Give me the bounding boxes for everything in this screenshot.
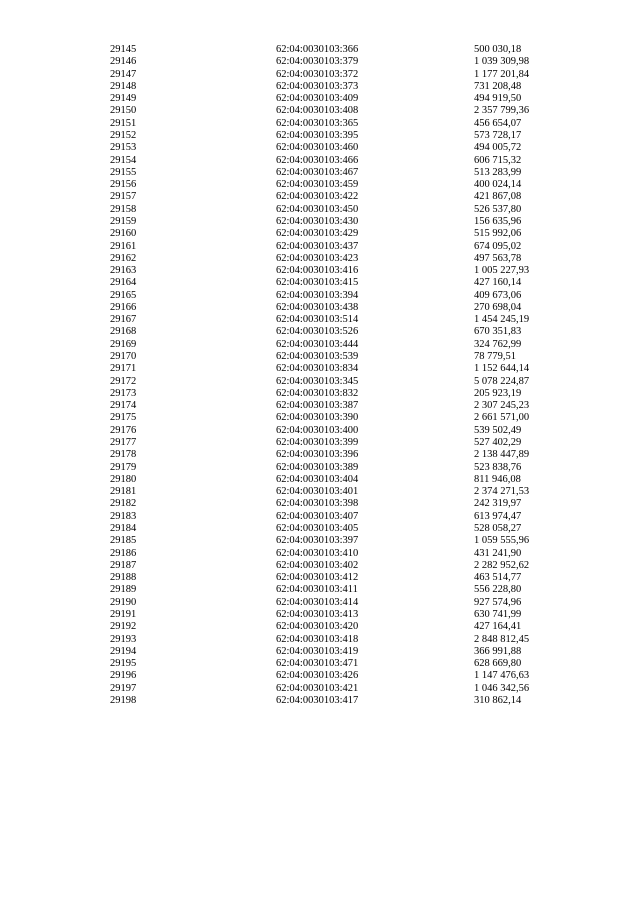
row-number: 29162 <box>110 252 137 264</box>
row-number: 29161 <box>110 240 137 252</box>
amount-value: 427 164,41 <box>474 621 522 633</box>
table-row <box>0 609 640 621</box>
amount-value: 515 992,06 <box>474 228 522 240</box>
amount-value: 400 024,14 <box>474 179 522 191</box>
amount-value: 2 282 952,62 <box>474 559 530 571</box>
amount-value: 2 661 571,00 <box>474 412 530 424</box>
row-number: 29159 <box>110 215 137 227</box>
table-row <box>0 339 640 351</box>
cadastral-number: 62:04:0030103:373 <box>276 80 359 92</box>
table-row <box>0 142 640 154</box>
table-row <box>0 376 640 388</box>
amount-value: 573 728,17 <box>474 129 522 141</box>
amount-value: 366 991,88 <box>474 645 522 657</box>
table-row <box>0 474 640 486</box>
row-number: 29164 <box>110 277 137 289</box>
row-number: 29173 <box>110 387 137 399</box>
cadastral-number: 62:04:0030103:514 <box>276 314 359 326</box>
cadastral-number: 62:04:0030103:460 <box>276 142 359 154</box>
amount-value: 427 160,14 <box>474 277 522 289</box>
amount-value: 2 357 799,36 <box>474 105 530 117</box>
cadastral-number: 62:04:0030103:379 <box>276 56 359 68</box>
cadastral-number: 62:04:0030103:416 <box>276 265 359 277</box>
cadastral-number: 62:04:0030103:414 <box>276 596 359 608</box>
row-number: 29175 <box>110 412 137 424</box>
cadastral-number: 62:04:0030103:345 <box>276 375 359 387</box>
row-number: 29194 <box>110 645 137 657</box>
table-row <box>0 265 640 277</box>
amount-value: 409 673,06 <box>474 289 522 301</box>
table-row <box>0 646 640 658</box>
amount-value: 613 974,47 <box>474 510 522 522</box>
amount-value: 528 058,27 <box>474 522 522 534</box>
amount-value: 2 848 812,45 <box>474 633 530 645</box>
amount-value: 1 152 644,14 <box>474 363 530 375</box>
amount-value: 606 715,32 <box>474 154 522 166</box>
table-row <box>0 634 640 646</box>
table-row <box>0 93 640 105</box>
table-row <box>0 584 640 596</box>
row-number: 29180 <box>110 473 137 485</box>
row-number: 29196 <box>110 670 137 682</box>
cadastral-number: 62:04:0030103:397 <box>276 535 359 547</box>
cadastral-number: 62:04:0030103:389 <box>276 461 359 473</box>
table-row <box>0 302 640 314</box>
document-table <box>0 44 640 707</box>
table-row <box>0 179 640 191</box>
amount-value: 421 867,08 <box>474 191 522 203</box>
row-number: 29169 <box>110 338 137 350</box>
row-number: 29151 <box>110 117 137 129</box>
table-row <box>0 44 640 56</box>
cadastral-number: 62:04:0030103:832 <box>276 387 359 399</box>
amount-value: 556 228,80 <box>474 584 522 596</box>
table-row <box>0 572 640 584</box>
table-row <box>0 191 640 203</box>
amount-value: 500 030,18 <box>474 44 522 55</box>
amount-value: 494 919,50 <box>474 93 522 105</box>
row-number: 29158 <box>110 203 137 215</box>
table-row <box>0 105 640 117</box>
cadastral-number: 62:04:0030103:526 <box>276 326 359 338</box>
amount-value: 523 838,76 <box>474 461 522 473</box>
amount-value: 1 059 555,96 <box>474 535 530 547</box>
table-row <box>0 511 640 523</box>
amount-value: 1 039 309,98 <box>474 56 530 68</box>
amount-value: 1 454 245,19 <box>474 314 530 326</box>
row-number: 29181 <box>110 486 137 498</box>
row-number: 29190 <box>110 596 137 608</box>
table-row <box>0 69 640 81</box>
row-number: 29149 <box>110 93 137 105</box>
cadastral-number: 62:04:0030103:426 <box>276 670 359 682</box>
row-number: 29160 <box>110 228 137 240</box>
cadastral-number: 62:04:0030103:407 <box>276 510 359 522</box>
table-row <box>0 204 640 216</box>
amount-value: 628 669,80 <box>474 658 522 670</box>
amount-value: 78 779,51 <box>474 351 516 363</box>
row-number: 29147 <box>110 68 137 80</box>
cadastral-number: 62:04:0030103:408 <box>276 105 359 117</box>
cadastral-number: 62:04:0030103:419 <box>276 645 359 657</box>
cadastral-number: 62:04:0030103:467 <box>276 166 359 178</box>
table-row <box>0 437 640 449</box>
amount-value: 156 635,96 <box>474 215 522 227</box>
table-row <box>0 498 640 510</box>
cadastral-number: 62:04:0030103:394 <box>276 289 359 301</box>
amount-value: 674 095,02 <box>474 240 522 252</box>
amount-value: 242 319,97 <box>474 498 522 510</box>
amount-value: 463 514,77 <box>474 572 522 584</box>
amount-value: 731 208,48 <box>474 80 522 92</box>
table-row <box>0 449 640 461</box>
table-row <box>0 658 640 670</box>
table-row <box>0 400 640 412</box>
table-row <box>0 683 640 695</box>
cadastral-number: 62:04:0030103:415 <box>276 277 359 289</box>
cadastral-number: 62:04:0030103:405 <box>276 522 359 534</box>
cadastral-number: 62:04:0030103:400 <box>276 424 359 436</box>
row-number: 29148 <box>110 80 137 92</box>
amount-value: 1 177 201,84 <box>474 68 530 80</box>
amount-value: 431 241,90 <box>474 547 522 559</box>
table-row <box>0 523 640 535</box>
row-number: 29166 <box>110 301 137 313</box>
cadastral-number: 62:04:0030103:834 <box>276 363 359 375</box>
table-row <box>0 241 640 253</box>
table-row <box>0 548 640 560</box>
cadastral-number: 62:04:0030103:411 <box>276 584 358 596</box>
amount-value: 205 923,19 <box>474 387 522 399</box>
row-number: 29187 <box>110 559 137 571</box>
row-number: 29184 <box>110 522 137 534</box>
amount-value: 630 741,99 <box>474 608 522 620</box>
table-row <box>0 228 640 240</box>
row-number: 29189 <box>110 584 137 596</box>
amount-value: 539 502,49 <box>474 424 522 436</box>
row-number: 29157 <box>110 191 137 203</box>
cadastral-number: 62:04:0030103:429 <box>276 228 359 240</box>
row-number: 29188 <box>110 572 137 584</box>
row-number: 29146 <box>110 56 137 68</box>
row-number: 29171 <box>110 363 137 375</box>
row-number: 29168 <box>110 326 137 338</box>
amount-value: 670 351,83 <box>474 326 522 338</box>
amount-value: 1 005 227,93 <box>474 265 530 277</box>
cadastral-number: 62:04:0030103:365 <box>276 117 359 129</box>
amount-value: 513 283,99 <box>474 166 522 178</box>
row-number: 29176 <box>110 424 137 436</box>
row-number: 29150 <box>110 105 137 117</box>
row-number: 29193 <box>110 633 137 645</box>
table-row <box>0 351 640 363</box>
cadastral-number: 62:04:0030103:372 <box>276 68 359 80</box>
row-number: 29155 <box>110 166 137 178</box>
table-row <box>0 56 640 68</box>
row-number: 29186 <box>110 547 137 559</box>
amount-value: 811 946,08 <box>474 473 521 485</box>
cadastral-number: 62:04:0030103:404 <box>276 473 359 485</box>
cadastral-number: 62:04:0030103:420 <box>276 621 359 633</box>
table-row <box>0 560 640 572</box>
cadastral-number: 62:04:0030103:409 <box>276 93 359 105</box>
cadastral-number: 62:04:0030103:390 <box>276 412 359 424</box>
table-row <box>0 130 640 142</box>
amount-value: 1 046 342,56 <box>474 682 530 694</box>
table-row <box>0 253 640 265</box>
table-row <box>0 486 640 498</box>
row-number: 29178 <box>110 449 137 461</box>
row-number: 29174 <box>110 400 137 412</box>
cadastral-number: 62:04:0030103:396 <box>276 449 359 461</box>
amount-value: 270 698,04 <box>474 301 522 313</box>
table-row <box>0 388 640 400</box>
row-number: 29197 <box>110 682 137 694</box>
cadastral-number: 62:04:0030103:421 <box>276 682 359 694</box>
cadastral-number: 62:04:0030103:466 <box>276 154 359 166</box>
cadastral-number: 62:04:0030103:418 <box>276 633 359 645</box>
cadastral-number: 62:04:0030103:410 <box>276 547 359 559</box>
cadastral-number: 62:04:0030103:450 <box>276 203 359 215</box>
cadastral-number: 62:04:0030103:395 <box>276 129 359 141</box>
cadastral-number: 62:04:0030103:444 <box>276 338 359 350</box>
row-number: 29195 <box>110 658 137 670</box>
amount-value: 5 078 224,87 <box>474 375 530 387</box>
table-row <box>0 425 640 437</box>
cadastral-number: 62:04:0030103:539 <box>276 351 359 363</box>
table-row <box>0 670 640 682</box>
table-row <box>0 216 640 228</box>
row-number: 29153 <box>110 142 137 154</box>
table-row <box>0 363 640 375</box>
cadastral-number: 62:04:0030103:430 <box>276 215 359 227</box>
cadastral-number: 62:04:0030103:423 <box>276 252 359 264</box>
amount-value: 310 862,14 <box>474 694 522 706</box>
table-row <box>0 621 640 633</box>
amount-value: 2 138 447,89 <box>474 449 530 461</box>
table-row <box>0 695 640 707</box>
cadastral-number: 62:04:0030103:438 <box>276 301 359 313</box>
amount-value: 2 374 271,53 <box>474 486 530 498</box>
amount-value: 526 537,80 <box>474 203 522 215</box>
table-row <box>0 597 640 609</box>
amount-value: 927 574,96 <box>474 596 522 608</box>
table-row <box>0 118 640 130</box>
cadastral-number: 62:04:0030103:413 <box>276 608 359 620</box>
amount-value: 527 402,29 <box>474 437 522 448</box>
cadastral-number: 62:04:0030103:398 <box>276 498 359 510</box>
amount-value: 497 563,78 <box>474 252 522 264</box>
cadastral-number: 62:04:0030103:422 <box>276 191 359 203</box>
row-number: 29191 <box>110 608 137 620</box>
table-row <box>0 535 640 547</box>
cadastral-number: 62:04:0030103:387 <box>276 400 359 412</box>
row-number: 29145 <box>110 44 137 55</box>
row-number: 29165 <box>110 289 137 301</box>
cadastral-number: 62:04:0030103:399 <box>276 437 359 448</box>
row-number: 29177 <box>110 437 137 448</box>
row-number: 29170 <box>110 351 137 363</box>
cadastral-number: 62:04:0030103:412 <box>276 572 359 584</box>
amount-value: 494 005,72 <box>474 142 522 154</box>
table-row <box>0 155 640 167</box>
row-number: 29163 <box>110 265 137 277</box>
cadastral-number: 62:04:0030103:366 <box>276 44 359 55</box>
row-number: 29185 <box>110 535 137 547</box>
amount-value: 1 147 476,63 <box>474 670 530 682</box>
row-number: 29192 <box>110 621 137 633</box>
cadastral-number: 62:04:0030103:401 <box>276 486 359 498</box>
amount-value: 456 654,07 <box>474 117 522 129</box>
row-number: 29179 <box>110 461 137 473</box>
table-row <box>0 412 640 424</box>
table-row <box>0 314 640 326</box>
row-number: 29154 <box>110 154 137 166</box>
cadastral-number: 62:04:0030103:437 <box>276 240 359 252</box>
cadastral-number: 62:04:0030103:471 <box>276 658 359 670</box>
cadastral-number: 62:04:0030103:459 <box>276 179 359 191</box>
amount-value: 2 307 245,23 <box>474 400 530 412</box>
cadastral-number: 62:04:0030103:417 <box>276 694 359 706</box>
row-number: 29183 <box>110 510 137 522</box>
table-row <box>0 326 640 338</box>
table-row <box>0 81 640 93</box>
row-number: 29167 <box>110 314 137 326</box>
table-row <box>0 290 640 302</box>
row-number: 29152 <box>110 129 137 141</box>
table-row <box>0 277 640 289</box>
row-number: 29172 <box>110 375 137 387</box>
row-number: 29156 <box>110 179 137 191</box>
row-number: 29182 <box>110 498 137 510</box>
row-number: 29198 <box>110 694 137 706</box>
table-row <box>0 167 640 179</box>
table-row <box>0 462 640 474</box>
cadastral-number: 62:04:0030103:402 <box>276 559 359 571</box>
amount-value: 324 762,99 <box>474 338 522 350</box>
